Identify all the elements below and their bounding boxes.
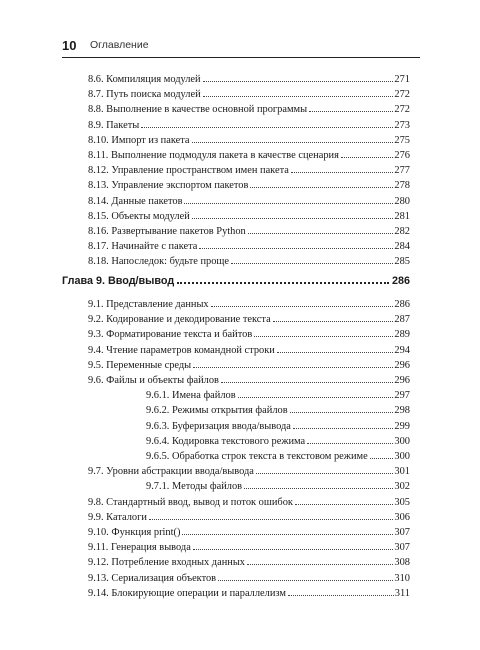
toc-entry (88, 195, 410, 209)
toc-entry (88, 465, 410, 479)
toc-entry (88, 344, 410, 358)
toc-entry-page: 271 (394, 74, 410, 85)
toc-entry (88, 556, 410, 570)
toc-entry (88, 103, 410, 117)
toc-entry-page: 307 (394, 542, 410, 554)
dot-leader (288, 595, 394, 596)
toc-entry (88, 313, 410, 327)
toc-entry-page: 296 (394, 375, 410, 386)
page-header (62, 34, 420, 60)
toc-entry-page: 294 (394, 344, 410, 356)
toc-entry-page: 280 (394, 195, 410, 207)
toc-subentry (146, 450, 410, 464)
dot-leader (193, 367, 393, 368)
toc-entry-page: 272 (394, 104, 410, 116)
dot-leader (192, 142, 394, 143)
toc-entry (88, 164, 410, 178)
toc-entry-title: 9.8. Стандартный ввод, вывод и поток ошибок (88, 496, 293, 508)
toc-entry-title: 8.7. Путь поиска модулей (88, 89, 201, 101)
toc-entry (88, 298, 410, 312)
toc-entry (88, 179, 410, 193)
toc-entry-title: 9.5. Переменные среды (88, 359, 192, 371)
dot-leader (141, 127, 393, 128)
dot-leader (177, 282, 389, 284)
toc-entry-title: 9.2. Кодирование и декодирование текста (88, 314, 271, 326)
toc-entry (88, 210, 410, 224)
toc-entry-page: 311 (394, 587, 410, 599)
dot-leader (248, 233, 394, 234)
toc-entry-title: 8.12. Управление пространством имен пакета (88, 165, 289, 177)
toc-entry-title: 8.13. Управление экспортом пакетов (88, 180, 249, 192)
toc-entry-page: 307 (394, 527, 410, 538)
toc-entry (88, 572, 410, 586)
toc-entry (88, 526, 410, 540)
toc-entry-title: 9.11. Генерация вывода (88, 542, 191, 554)
dot-leader (309, 111, 393, 112)
toc-entry-page: 287 (394, 314, 410, 326)
toc-entry-page: 306 (394, 511, 410, 523)
dot-leader (290, 412, 394, 413)
toc-entry-title: 8.15. Объекты модулей (88, 210, 190, 222)
dot-leader (291, 172, 394, 173)
toc-entry-title: 8.18. Напоследок: будьте проще (88, 256, 230, 268)
toc-entry-title: 8.14. Данные пакетов (88, 195, 183, 207)
dot-leader (218, 580, 393, 581)
toc-entry-page: 272 (394, 89, 410, 101)
toc-entry-page: 286 (394, 299, 410, 310)
toc-entry-title: 9.7.1. Методы файлов (146, 481, 243, 493)
dot-leader (182, 534, 393, 535)
chapter-title: Глава 9. Ввод/вывод (62, 275, 175, 287)
toc-entry (88, 240, 410, 254)
dot-leader (244, 488, 393, 489)
toc-entry-title: 9.6.1. Имена файлов (146, 390, 236, 402)
toc-entry-title: 8.9. Пакеты (88, 119, 140, 131)
toc-entry (88, 541, 410, 555)
toc-entry-page: 278 (394, 180, 410, 192)
dot-leader (341, 157, 394, 158)
dot-leader (193, 549, 394, 550)
toc-entry-title: 9.10. Функция print() (88, 527, 181, 538)
toc-subentry (146, 389, 410, 403)
toc-entry-title: 9.6. Файлы и объекты файлов (88, 375, 219, 386)
toc-entry-title: 8.8. Выполнение в качестве основной программы (88, 104, 308, 116)
toc-entry (88, 119, 410, 133)
toc-subentry (146, 404, 410, 418)
dot-leader (307, 443, 393, 444)
toc-entry-page: 282 (394, 226, 410, 237)
dot-leader (256, 473, 394, 474)
toc-entry (88, 374, 410, 388)
toc-entry-page: 289 (394, 329, 410, 341)
dot-leader (149, 519, 394, 520)
dot-leader (231, 263, 393, 264)
page-number: 10 (62, 38, 77, 53)
toc-entry-title: 9.6.5. Обработка строк текста в текстовом режиме (146, 451, 368, 462)
toc-entry-page: 308 (394, 557, 410, 569)
toc-entry (88, 255, 410, 269)
toc-entry-page: 297 (394, 390, 410, 402)
dot-leader (238, 397, 394, 398)
toc-entry-page: 285 (394, 256, 410, 268)
dot-leader (203, 96, 394, 97)
toc-entry-title: 9.13. Сериализация объектов (88, 572, 217, 584)
toc-entry-title: 9.14. Блокирующие операции и параллелизм (88, 587, 286, 599)
toc-entry-page: 300 (394, 451, 410, 462)
dot-leader (254, 336, 393, 337)
toc-entry-page: 305 (394, 496, 410, 508)
toc-entry-page: 310 (394, 572, 410, 584)
toc-entry (88, 359, 410, 373)
toc-entry-page: 298 (394, 405, 410, 417)
toc-entry-title: 9.1. Представление данных (88, 299, 209, 310)
toc-entry (88, 328, 410, 342)
toc-entry-title: 9.12. Потребление входных данных (88, 557, 245, 569)
toc-entry-page: 281 (394, 210, 410, 222)
chapter-page: 286 (391, 275, 410, 287)
toc-entry-title: 9.6.2. Режимы открытия файлов (146, 405, 288, 417)
toc-entry-title: 9.6.4. Кодировка текстового режима (146, 435, 306, 447)
dot-leader (293, 428, 394, 429)
dot-leader (192, 218, 394, 219)
toc-entry-title: 8.16. Развертывание пакетов Python (88, 226, 246, 237)
toc-entry (88, 149, 410, 163)
toc-entry-page: 273 (394, 119, 410, 131)
toc-entry-page: 284 (394, 241, 410, 253)
toc-entry-title: 9.6.3. Буферизация ввода/вывода (146, 420, 291, 432)
toc-entry-title: 8.17. Начинайте с пакета (88, 241, 198, 253)
toc-entry-page: 296 (394, 359, 410, 371)
chapter-heading (62, 273, 410, 289)
toc-entry (88, 587, 410, 601)
toc-entry-title: 8.6. Компиляция модулей (88, 74, 201, 85)
toc-entry-page: 302 (394, 481, 410, 493)
dot-leader (247, 564, 393, 565)
toc-entry (88, 511, 410, 525)
header-rule (62, 57, 420, 58)
toc-entry-title: 8.10. Импорт из пакета (88, 134, 190, 146)
toc-entry (88, 134, 410, 148)
toc-entry (88, 225, 410, 239)
toc-entry-title: 9.9. Каталоги (88, 511, 147, 523)
dot-leader (203, 81, 394, 82)
toc-subentry (146, 420, 410, 434)
running-head: Оглавление (90, 39, 149, 51)
toc-entry-title: 8.11. Выполнение подмодуля пакета в качестве сценария (88, 150, 339, 161)
dot-leader (295, 504, 393, 505)
toc-entry-page: 300 (394, 435, 410, 447)
dot-leader (273, 321, 394, 322)
toc-entry-title: 9.7. Уровни абстракции ввода/вывода (88, 466, 254, 478)
toc-entry (88, 88, 410, 102)
dot-leader (211, 306, 394, 307)
dot-leader (184, 203, 393, 204)
toc-subentry (146, 480, 410, 494)
dot-leader (370, 458, 394, 459)
toc-entry (88, 496, 410, 510)
toc-subentry (146, 435, 410, 449)
dot-leader (250, 187, 393, 188)
dot-leader (199, 248, 393, 249)
toc-entry (88, 73, 410, 87)
toc-entry-title: 9.3. Форматирование текста и байтов (88, 329, 253, 341)
toc-entry-title: 9.4. Чтение параметров командной строки (88, 344, 275, 356)
toc-entry-page: 299 (394, 420, 410, 432)
toc-entry-page: 276 (394, 150, 410, 161)
toc-entry-page: 277 (394, 165, 410, 177)
dot-leader (277, 352, 394, 353)
toc-entry-page: 301 (394, 466, 410, 478)
dot-leader (221, 382, 393, 383)
toc-entry-page: 275 (394, 134, 410, 146)
